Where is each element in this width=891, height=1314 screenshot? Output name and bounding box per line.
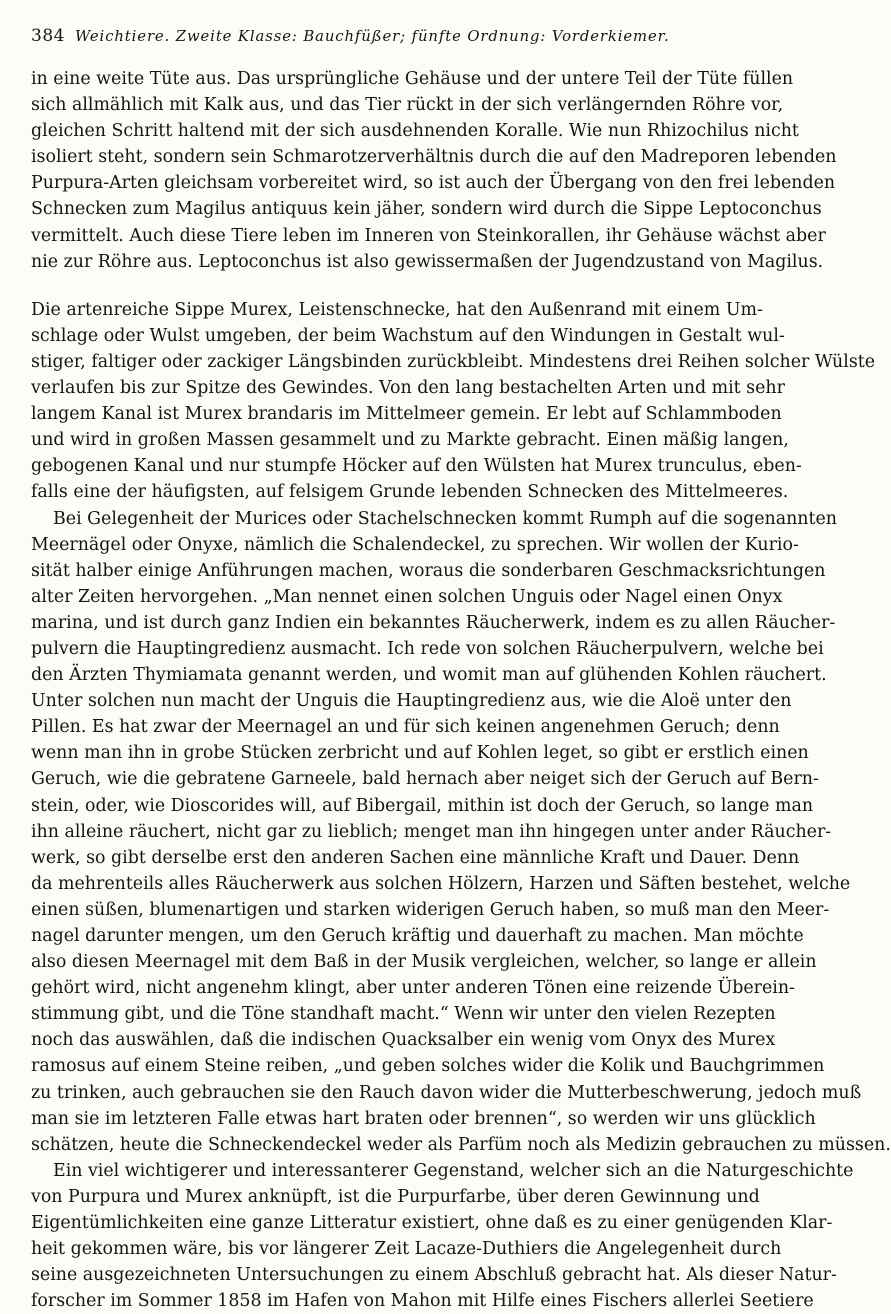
text-line: stimmung gibt, und die Töne standhaft macht.“ Wenn wir unter den vielen Rezepten [31,1004,776,1025]
running-title: Weichtiere. Zweite Klasse: Bauchfüßer; fünfte Ordnung: Vorderkiemer. [75,28,670,45]
paragraph-1 [31,66,837,275]
text-line: Eigentümlichkeiten eine ganze Litteratur existiert, ohne daß es zu einer genügenden Klar- [31,1213,833,1234]
text-line: man sie im letzteren Falle etwas hart braten oder brennen“, so werden wir uns glücklich [31,1108,816,1129]
text-line: werk, so gibt derselbe erst den anderen Sachen eine männliche Kraft und Dauer. Denn [31,847,800,868]
text-line: also diesen Meernagel mit dem Baß in der Musik vergleichen, welcher, so lange er allein [31,952,817,973]
text-line: gebogenen Kanal und nur stumpfe Höcker auf den Wülsten hat Murex trunculus, eben- [31,456,802,477]
text-line: Bei Gelegenheit der Murices oder Stachelschnecken kommt Rumph auf die sogenannten [53,508,837,529]
text-line: isoliert steht, sondern sein Schmarotzerverhältnis durch die auf den Madreporen lebenden [31,147,837,168]
text-line: alter Zeiten hervorgehen. „Man nennet einen solchen Unguis oder Nagel einen Onyx [31,586,783,607]
text-line: zu trinken, auch gebrauchen sie den Rauch davon wider die Mutterbeschwerung, jedoch muß [31,1082,862,1103]
text-line: da mehrenteils alles Räucherwerk aus solchen Hölzern, Harzen und Säften bestehet, welche [31,873,851,894]
text-line: vermittelt. Auch diese Tiere leben im Inneren von Steinkorallen, ihr Gehäuse wächst aber [31,225,826,246]
text-line: gehört wird, nicht angenehm klingt, aber unter anderen Tönen eine reizende Überein- [31,978,795,999]
text-line: von Purpura und Murex anknüpft, ist die Purpurfarbe, über deren Gewinnung und [31,1186,760,1207]
text-line: pulvern die Hauptingredienz ausmacht. Ich rede von solchen Räucherpulvern, welche bei [31,638,824,659]
text-line: stein, oder, wie Dioscorides will, auf Bibergail, mithin ist doch der Geruch, so lange man [31,795,814,816]
text-line: ihn alleine räuchert, nicht gar zu lieblich; menget man ihn hingegen unter ander Räucher- [31,821,832,842]
text-line: Die artenreiche Sippe Murex, Leistenschnecke, hat den Außenrand mit einem Um- [31,299,763,320]
text-line: sität halber einige Anführungen machen, woraus die sonderbaren Geschmacksrichtungen [31,560,826,581]
text-line: und wird in großen Massen gesammelt und zu Markte gebracht. Einen mäßig langen, [31,430,789,451]
text-line: Unter solchen nun macht der Unguis die Hauptingredienz aus, wie die Aloë unter den [31,691,792,712]
text-line: in eine weite Tüte aus. Das ursprüngliche Gehäuse und der untere Teil der Tüte füllen [31,69,794,89]
body-text [31,66,891,1314]
text-line: stiger, faltiger oder zackiger Längsbinden zurückbleibt. Mindestens drei Reihen solcher Wülste [31,351,876,372]
text-line: Schnecken zum Magilus antiquus kein jäher, sondern wird durch die Sippe Leptoconchus [31,199,822,220]
text-line: den Ärzten Thymiamata genannt werden, und womit man auf glühenden Kohlen räuchert. [31,665,827,686]
text-line: schätzen, heute die Schneckendeckel weder als Parfüm noch als Medizin gebrauchen zu müssen. [31,1134,891,1155]
text-line: sich allmählich mit Kalk aus, und das Tier rückt in der sich verlängernden Röhre vor, [31,95,784,116]
text-line: seine ausgezeichneten Untersuchungen zu einem Abschluß gebracht hat. Als dieser Natur- [31,1265,837,1286]
text-line: gleichen Schritt haltend mit der sich ausdehnenden Koralle. Wie nun Rhizochilus nicht [31,121,799,142]
text-line: Meernägel oder Onyxe, nämlich die Schalendeckel, zu sprechen. Wir wollen der Kurio- [31,534,799,555]
text-line: ramosus auf einem Steine reiben, „und geben solches wider die Kolik und Bauchgrimmen [31,1056,825,1077]
text-line: Geruch, wie die gebratene Garneele, bald hernach aber neiget sich der Geruch auf Bern- [31,769,819,790]
text-line: nagel darunter mengen, um den Geruch kräftig und dauerhaft zu machen. Man möchte [31,926,804,946]
text-line: noch das auswählen, daß die indischen Quacksalber ein wenig vom Onyx des Murex [31,1030,776,1051]
page-number: 384 [31,26,65,46]
text-line: schlage oder Wulst umgeben, der beim Wachstum auf den Windungen in Gestalt wul- [31,325,785,346]
text-line: Purpura-Arten gleichsam vorbereitet wird, so ist auch der Übergang von den frei lebenden [31,173,836,194]
running-head [31,26,753,54]
text-line: verlaufen bis zur Spitze des Gewindes. Von den lang bestachelten Arten und mit sehr [31,378,785,399]
text-line: Pillen. Es hat zwar der Meernagel an und für sich keinen angenehmen Geruch; denn [31,717,780,738]
paragraph-2 [31,297,876,506]
text-line: heit gekommen wäre, bis vor längerer Zeit Lacaze-Duthiers die Angelegenheit durch [31,1239,782,1260]
paragraph-4 [31,1158,854,1314]
text-line: Ein viel wichtigerer und interessanterer Gegenstand, welcher sich an die Naturgeschichte [53,1160,854,1181]
text-line: forscher im Sommer 1858 im Hafen von Mahon mit Hilfe eines Fischers allerlei Seetiere [31,1291,814,1312]
text-line: nie zur Röhre aus. Leptoconchus ist also gewissermaßen der Jugendzustand von Magilus. [31,251,824,272]
paragraph-gap [31,275,753,297]
text-line: einen süßen, blumenartigen und starken widerigen Geruch haben, so muß man den Meer- [31,899,830,920]
book-page [31,26,891,1312]
text-line: langem Kanal ist Murex brandaris im Mittelmeer gemein. Er lebt auf Schlammboden [31,404,782,425]
text-line: marina, und ist durch ganz Indien ein bekanntes Räucherwerk, indem es zu allen Räucher- [31,612,836,633]
text-line: wenn man ihn in grobe Stücken zerbricht und auf Kohlen leget, so gibt er erstlich einen [31,743,809,764]
paragraph-3 [31,506,891,1158]
text-line: falls eine der häufigsten, auf felsigem Grunde lebenden Schnecken des Mittelmeeres. [31,482,789,503]
